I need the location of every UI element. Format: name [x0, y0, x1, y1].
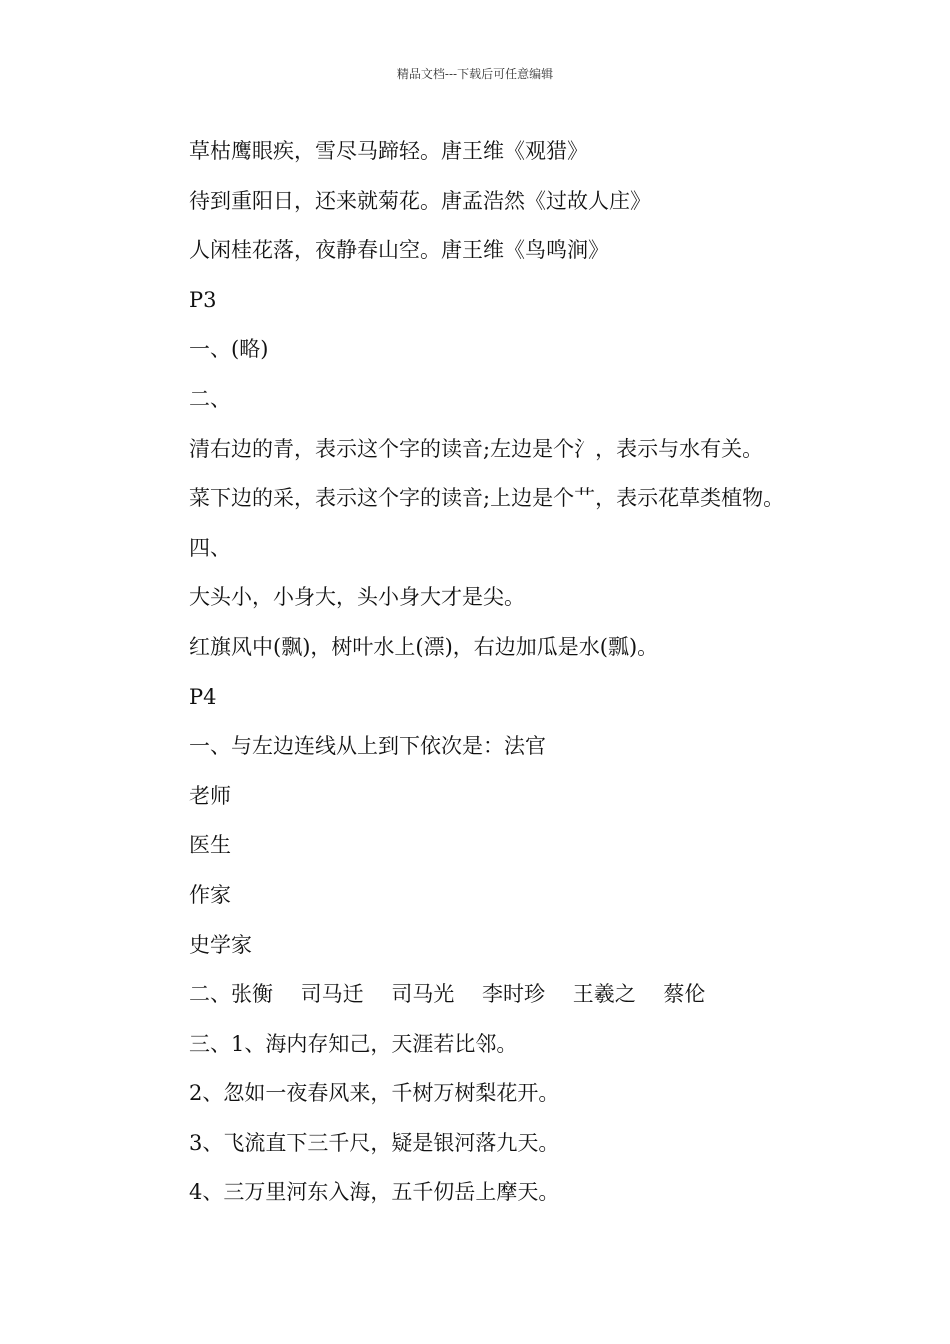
text-line: 大头小，小身大，头小身大才是尖。 [189, 585, 525, 610]
text-line: 草枯鹰眼疾，雪尽马蹄轻。唐王维《观猎》 [189, 139, 588, 163]
text-line: 3、飞流直下三千尺，疑是银河落九天。 [189, 1130, 560, 1155]
text-line: 四、 [189, 535, 231, 560]
text-line: 作家 [189, 882, 231, 907]
text-line: 医生 [189, 833, 231, 858]
text-line: 一、(略) [189, 337, 269, 362]
text-line: 清右边的青，表示这个字的读音;左边是个氵，表示与水有关。 [189, 436, 764, 461]
text-line: 三、1、海内存知己，天涯若比邻。 [189, 1031, 518, 1056]
text-line: 2、忽如一夜春风来，千树万树梨花开。 [189, 1081, 560, 1106]
section-label: P4 [189, 684, 217, 709]
text-line: 二、 [189, 386, 231, 411]
text-line: 红旗风中(飘)，树叶水上(漂)，右边加瓜是水(瓢)。 [189, 634, 659, 659]
text-line: 人闲桂花落，夜静春山空。唐王维《鸟鸣涧》 [189, 238, 609, 263]
section-label: P3 [189, 287, 217, 312]
text-line: 二、张衡 司马迁 司马光 李时珍 王羲之 蔡伦 [189, 982, 706, 1007]
page-header: 精品文档---下载后可任意编辑 [396, 67, 554, 81]
text-line: 老师 [189, 783, 231, 808]
text-line: 菜下边的采，表示这个字的读音;上边是个艹，表示花草类植物。 [189, 486, 785, 511]
text-line: 4、三万里河东入海，五千仞岳上摩天。 [189, 1180, 560, 1205]
text-line: 史学家 [189, 932, 252, 957]
text-line: 一、与左边连线从上到下依次是：法官 [189, 734, 546, 759]
text-line: 待到重阳日，还来就菊花。唐孟浩然《过故人庄》 [189, 188, 651, 213]
document-body [189, 134, 929, 1225]
